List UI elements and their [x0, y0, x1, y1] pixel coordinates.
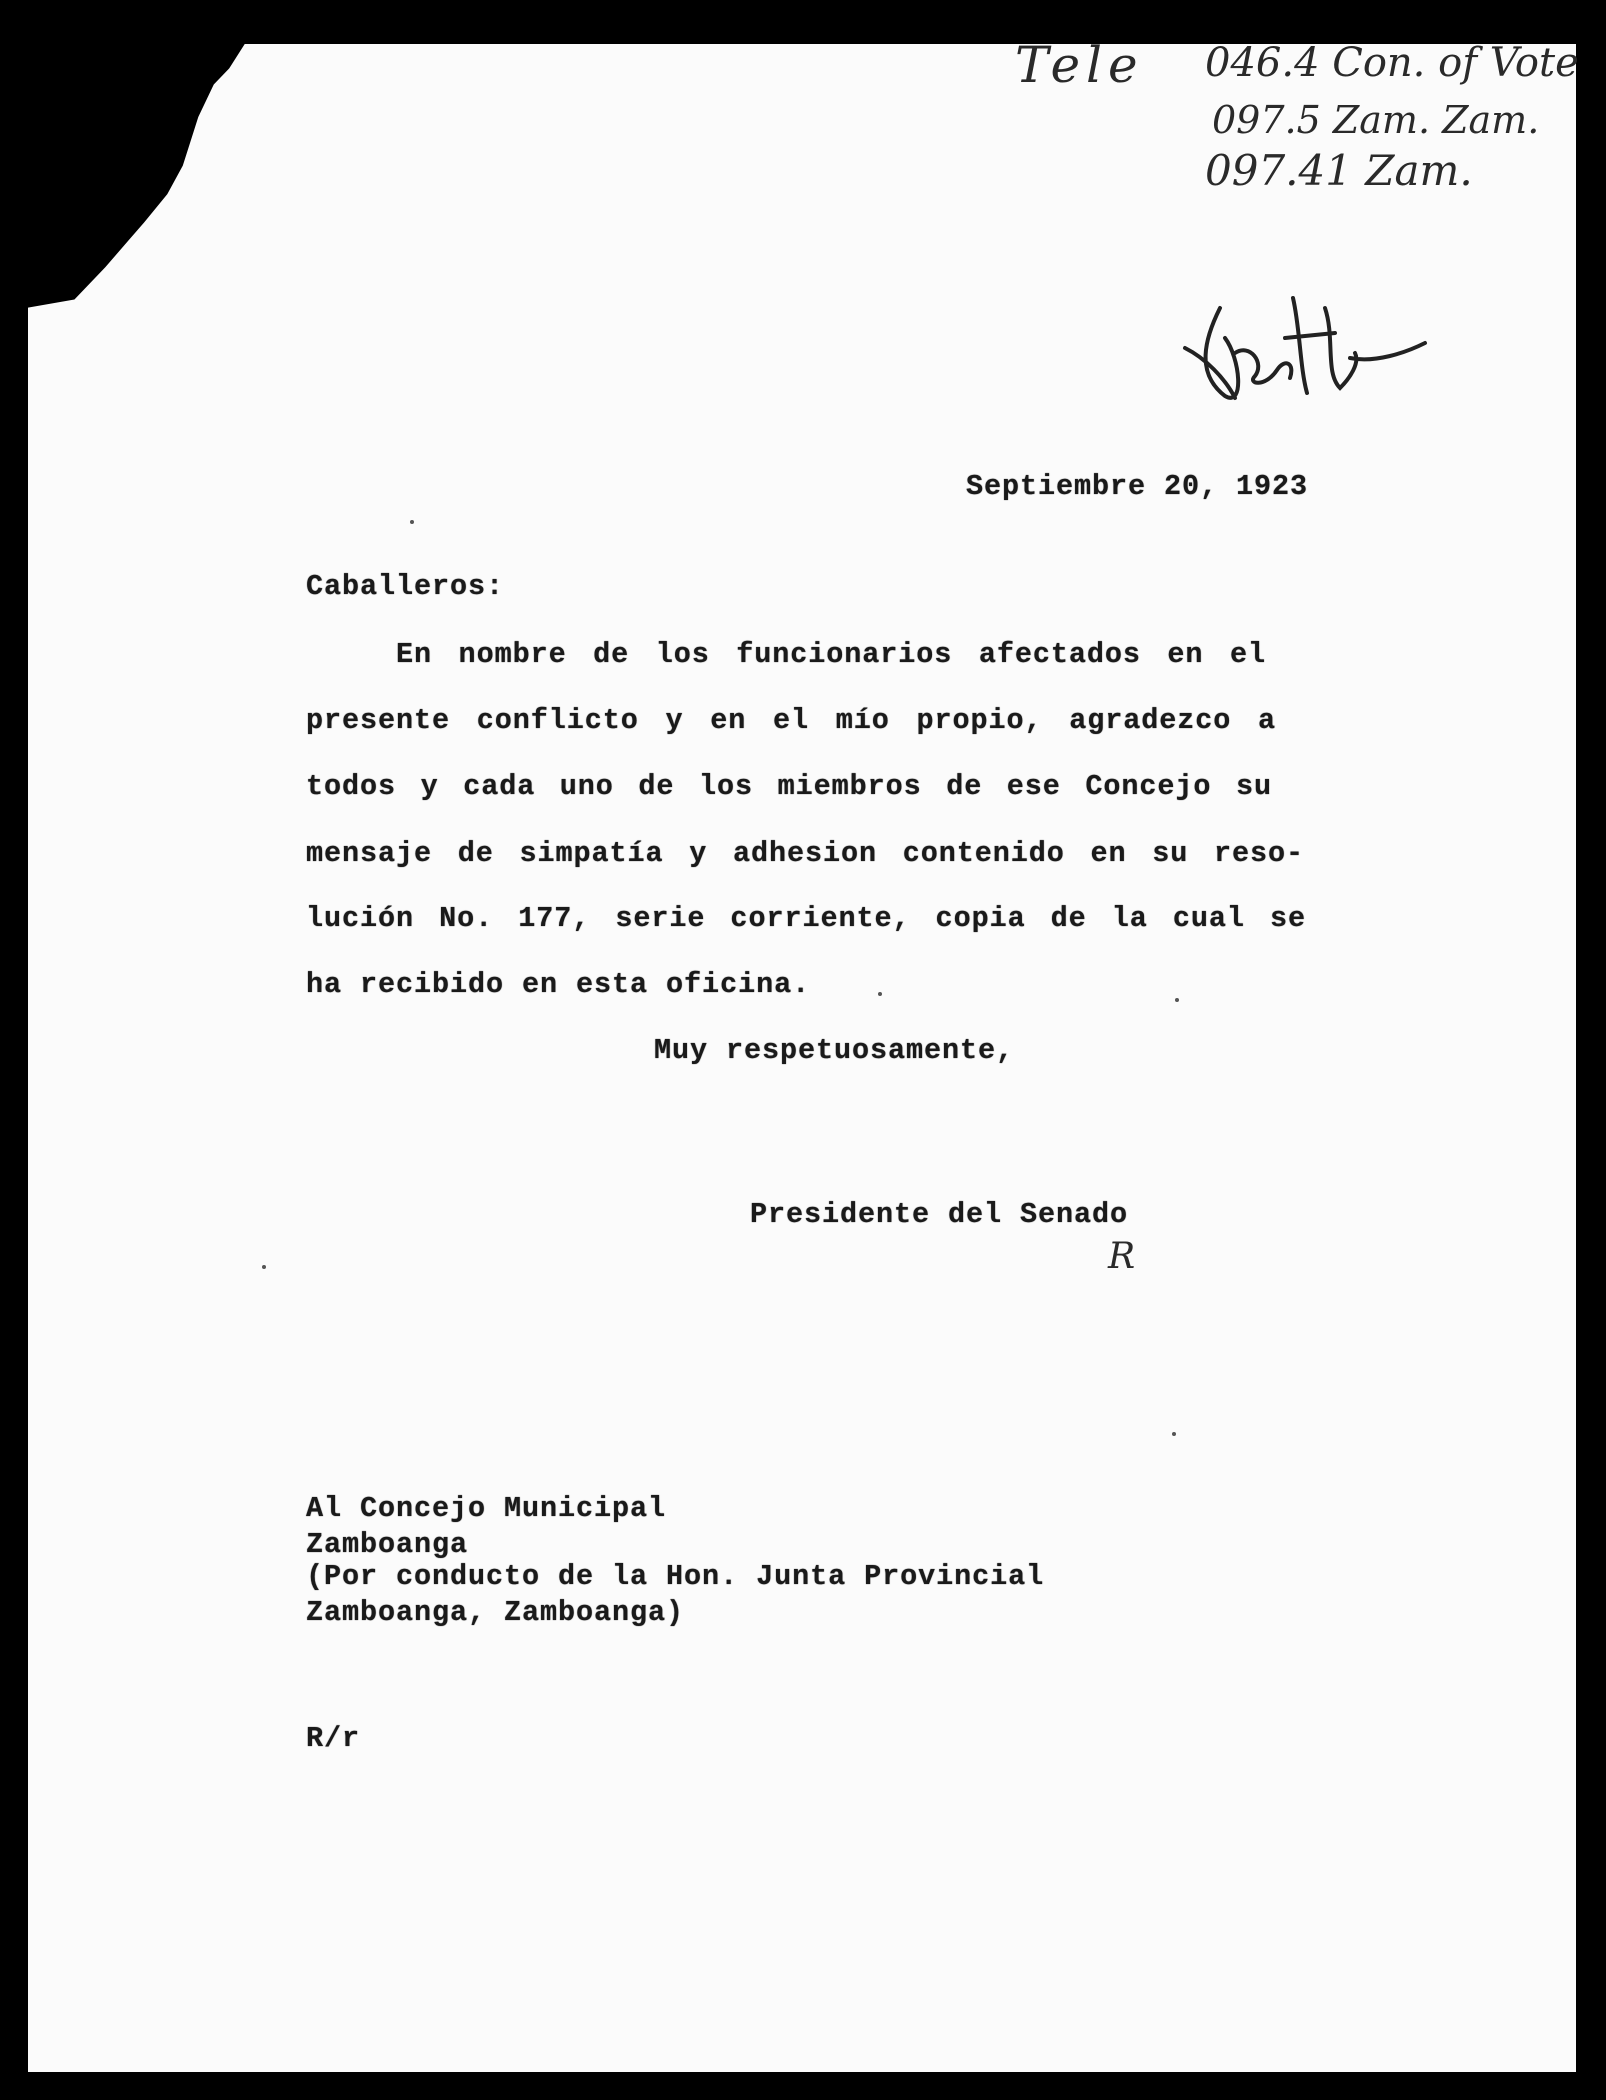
handwritten-tele: Tele — [1015, 36, 1144, 94]
recipient-line: Al Concejo Municipal — [306, 1492, 667, 1525]
scan-speck — [262, 1265, 266, 1269]
scan-speck — [878, 992, 882, 996]
scan-speck — [1172, 1432, 1176, 1436]
handwritten-signature — [1165, 278, 1445, 418]
letter-body-line: mensaje de simpatía y adhesion contenido en su reso- — [306, 837, 1304, 870]
letter-body-line: En nombre de los funcionarios afectados en el — [396, 638, 1266, 671]
letter-body-line: todos y cada uno de los miembros de ese Concejo su — [306, 770, 1272, 803]
recipient-line: Zamboanga — [306, 1528, 469, 1561]
letter-body-line: ha recibido en esta oficina. — [306, 968, 811, 1001]
reference-initials: R/r — [306, 1722, 361, 1755]
letter-date: Septiembre 20, 1923 — [966, 470, 1309, 503]
letter-closing: Muy respetuosamente, — [654, 1034, 1015, 1067]
recipient-line: (Por conducto de la Hon. Junta Provincial — [306, 1560, 1045, 1593]
signature-title: Presidente del Senado — [750, 1198, 1129, 1231]
scan-speck — [1175, 998, 1179, 1002]
letter-body-line: lución No. 177, serie corriente, copia de la cual se — [306, 902, 1306, 935]
handwritten-note-1: 046.4 Con. of Vote — [1205, 40, 1579, 86]
initial-mark: R — [1108, 1236, 1136, 1277]
scan-speck — [410, 520, 414, 524]
letter-salutation: Caballeros: — [306, 570, 505, 603]
handwritten-note-2: 097.5 Zam. Zam. — [1212, 98, 1540, 142]
recipient-line: Zamboanga, Zamboanga) — [306, 1596, 685, 1629]
letter-body-line: presente conflicto y en el mío propio, agradezco a — [306, 704, 1276, 737]
handwritten-note-3: 097.41 Zam. — [1205, 146, 1473, 195]
